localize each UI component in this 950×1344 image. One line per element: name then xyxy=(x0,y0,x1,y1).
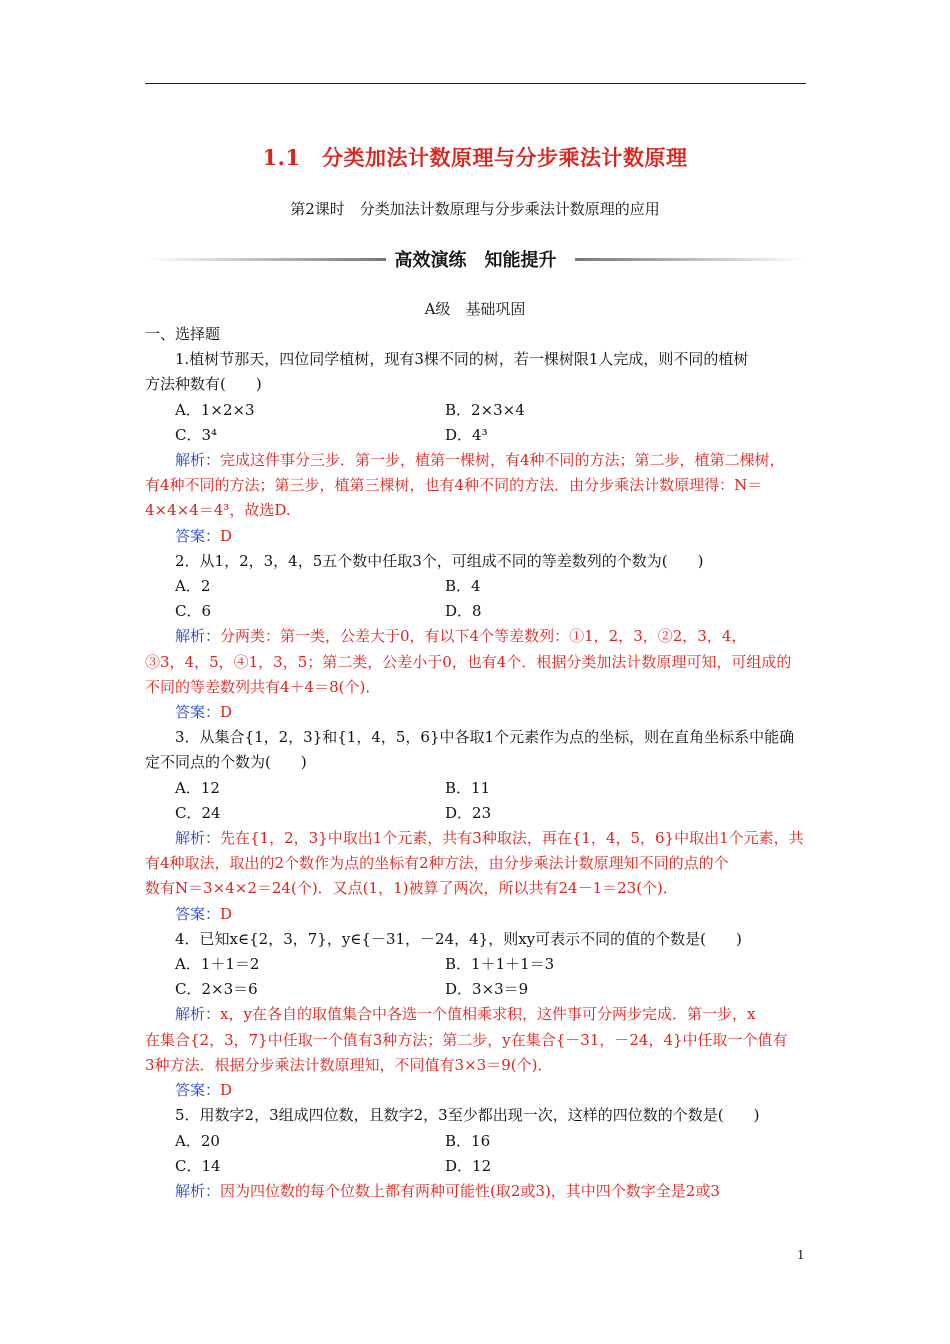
q2-option-b: B．4 xyxy=(445,577,481,596)
q1-answer xyxy=(145,524,808,549)
q2-option-a: A．2 xyxy=(175,577,211,596)
q4-option-b: B．1＋1＋1＝3 xyxy=(445,955,555,974)
q2-options-row2 xyxy=(145,599,808,624)
q4-option-a: A．1＋1＝2 xyxy=(175,955,260,974)
q3-answer xyxy=(145,902,808,927)
section-banner xyxy=(145,246,806,272)
q3-options-row2 xyxy=(145,801,808,826)
q4-stem: 4．已知x∈{2，3，7}，y∈{－31，－24，4}，则xy可表示不同的值的个数是( ) xyxy=(175,929,742,948)
q2-analysis-text1: 分两类：第一类，公差大于0，有以下4个等差数列：①1，2，3，②2，3，4， xyxy=(220,627,747,646)
q1-analysis-line1 xyxy=(145,448,808,473)
page-title: 1.1 分类加法计数原理与分步乘法计数原理 xyxy=(262,145,688,170)
q3-options-row1 xyxy=(145,776,808,801)
q1-option-c: C．3⁴ xyxy=(175,425,218,444)
q4-option-c: C．2×3＝6 xyxy=(175,980,258,999)
q4-analysis-line2: 在集合{2，3，7}中任取一个值有3种方法；第二步，y在集合{－31，－24，4}中任取一个值有 xyxy=(145,1030,788,1049)
q2-answer xyxy=(145,700,808,725)
q2-options-row1 xyxy=(145,574,808,599)
q5-stem: 5．用数字2，3组成四位数，且数字2，3至少都出现一次，这样的四位数的个数是( ) xyxy=(175,1106,760,1125)
analysis-label: 解析： xyxy=(175,829,221,848)
q2-option-d: D．8 xyxy=(445,602,482,621)
q2-analysis-line1 xyxy=(145,624,808,649)
analysis-label: 解析： xyxy=(175,1181,221,1200)
q4-analysis-line3: 3种方法．根据分步乘法计数原理知，不同值有3×3＝9(个)． xyxy=(145,1055,553,1074)
lesson-subtitle: 第2课时 分类加法计数原理与分步乘法计数原理的应用 xyxy=(290,200,660,218)
q3-analysis-text1: 先在{1，2，3}中取出1个元素，共有3种取法，再在{1，4，5，6}中取出1个元素，共 xyxy=(220,829,804,848)
q3-option-b: B．11 xyxy=(445,778,491,797)
q3-stem-line2: 定不同点的个数为( ) xyxy=(145,753,307,772)
q5-options-row1 xyxy=(145,1129,808,1154)
q1-option-d: D．4³ xyxy=(445,425,488,444)
q3-option-a: A．12 xyxy=(175,778,220,797)
answer-label: 答案： xyxy=(175,703,221,722)
q3-analysis-line1 xyxy=(145,826,808,851)
q4-analysis-line1 xyxy=(145,1002,808,1027)
q1-stem-line2: 方法种数有( ) xyxy=(145,375,262,394)
q2-answer-value: D xyxy=(220,703,233,722)
q4-options-row1 xyxy=(145,952,808,977)
q1-option-a: A．1×2×3 xyxy=(175,400,255,419)
q2-analysis-line2: ③3，4，5，④1，3，5；第二类，公差小于0，也有4个．根据分类加法计数原理可知，可组成的 xyxy=(145,652,792,671)
q4-options-row2 xyxy=(145,977,808,1002)
q4-analysis-text1: x，y在各自的取值集合中各选一个值相乘求积，这件事可分两步完成．第一步，x xyxy=(220,1005,756,1024)
q1-answer-value: D xyxy=(220,526,233,545)
q5-options-row2 xyxy=(145,1154,808,1179)
section-heading: 一、选择题 xyxy=(145,325,221,343)
q5-option-c: C．14 xyxy=(175,1156,221,1175)
answer-label: 答案： xyxy=(175,526,221,545)
q5-option-b: B．16 xyxy=(445,1131,491,1150)
answer-label: 答案： xyxy=(175,904,221,923)
q1-stem-line1: 1.植树节那天，四位同学植树，现有3棵不同的树，若一棵树限1人完成，则不同的植树 xyxy=(175,350,749,369)
exercise-content xyxy=(145,322,808,1204)
q1-options-row1 xyxy=(145,398,808,423)
q4-answer-value: D xyxy=(220,1081,233,1100)
q1-analysis-text1: 完成这件事分三步．第一步，植第一棵树，有4种不同的方法；第二步，植第二棵树， xyxy=(220,451,785,470)
q3-answer-value: D xyxy=(220,904,233,923)
analysis-label: 解析： xyxy=(175,627,221,646)
q2-stem: 2．从1，2，3，4，5五个数中任取3个，可组成不同的等差数列的个数为( ) xyxy=(175,551,704,570)
q4-answer xyxy=(145,1078,808,1103)
page-number: 1 xyxy=(797,1248,805,1262)
answer-label: 答案： xyxy=(175,1081,221,1100)
header-rule xyxy=(145,83,806,84)
q5-option-a: A．20 xyxy=(175,1131,220,1150)
q1-option-b: B．2×3×4 xyxy=(445,400,525,419)
level-heading: A级 基础巩固 xyxy=(424,300,526,318)
q5-analysis-line1 xyxy=(145,1179,808,1204)
q4-option-d: D．3×3＝9 xyxy=(445,980,529,999)
q3-option-c: C．24 xyxy=(175,803,221,822)
q3-analysis-line3: 数有N＝3×4×2＝24(个)．又点(1，1)被算了两次，所以共有24－1＝23(个)． xyxy=(145,879,678,898)
q3-option-d: D．23 xyxy=(445,803,492,822)
q2-option-c: C．6 xyxy=(175,602,212,621)
analysis-label: 解析： xyxy=(175,451,221,470)
q2-analysis-line3: 不同的等差数列共有4＋4＝8(个)． xyxy=(145,677,381,696)
q3-stem-line1: 3．从集合{1，2，3}和{1，4，5，6}中各取1个元素作为点的坐标，则在直角坐标系中能确 xyxy=(175,728,795,747)
q5-option-d: D．12 xyxy=(445,1156,492,1175)
q1-analysis-line3: 4×4×4＝4³，故选D. xyxy=(145,501,291,520)
q1-options-row2 xyxy=(145,423,808,448)
q5-analysis-text1: 因为四位数的每个位数上都有两种可能性(取2或3)，其中四个数字全是2或3 xyxy=(220,1181,720,1200)
analysis-label: 解析： xyxy=(175,1005,221,1024)
q1-analysis-line2: 有4种不同的方法；第三步，植第三棵树，也有4种不同的方法．由分步乘法计数原理得：N＝ xyxy=(145,476,763,495)
banner-text: 高效演练 知能提升 xyxy=(391,250,561,271)
q3-analysis-line2: 有4种取法，取出的2个数作为点的坐标有2种方法，由分步乘法计数原理知不同的点的个 xyxy=(145,854,729,873)
